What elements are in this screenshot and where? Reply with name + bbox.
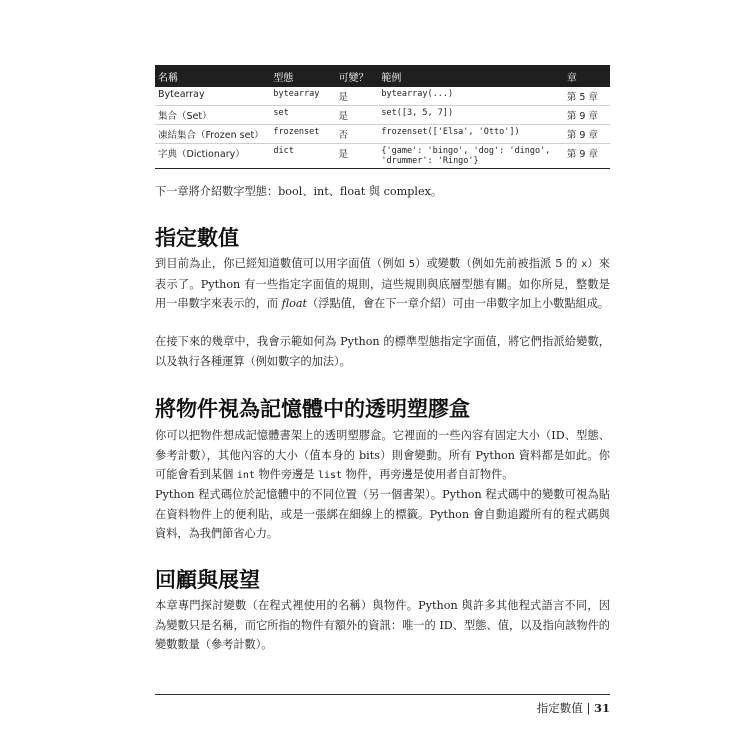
italic-term: float bbox=[281, 297, 307, 310]
page-number: 31 bbox=[593, 701, 610, 715]
cell-chapter: 第 9 章 bbox=[564, 106, 610, 125]
text-run: 你可以把物件想成記憶體書架上的透明塑膠盒。它裡面的一些內容有固定大小（ID、型態、參考計數），其他內容的大小（值本身的 bits）則會變動。所有 Python 資料都是如此。你可能會看到某個 bbox=[155, 429, 610, 481]
cell-type: dict bbox=[270, 144, 335, 169]
inline-code: 5 bbox=[408, 259, 415, 270]
text-run: 到目前為止，你已經知道數值可以用字面值（例如 bbox=[155, 257, 409, 270]
cell-example: set([3, 5, 7]) bbox=[378, 106, 563, 125]
cell-chapter: 第 9 章 bbox=[564, 125, 610, 144]
table-row bbox=[155, 125, 610, 144]
cell-chapter: 第 5 章 bbox=[564, 87, 610, 106]
cell-example bbox=[378, 144, 563, 169]
text-run: ）來表示了。Python 有一些指定字面值的規則，這些規則與底層型態有關。如你所見，整數是用一串數字來表示的，而 bbox=[155, 257, 610, 310]
inline-code: x bbox=[581, 259, 588, 270]
footer-separator: | bbox=[586, 701, 591, 715]
section-heading-review: 回顧與展望 bbox=[155, 568, 260, 592]
inline-code: list bbox=[318, 470, 343, 481]
cell-example: frozenset(['Elsa', 'Otto']) bbox=[378, 125, 563, 144]
page-footer bbox=[537, 700, 610, 716]
cell-mutable: 是 bbox=[336, 106, 379, 125]
section2-paragraph2: Python 程式碼位於記憶體中的不同位置（另一個書架）。Python 程式碼中的變數可視為貼在資料物件上的便利貼，或是一張綁在細線上的標籤。Python 會自動追蹤所有的程式碼與資料，為我們節省心力。 bbox=[155, 488, 610, 540]
cell-type: frozenset bbox=[270, 125, 335, 144]
cell-example: bytearray(...) bbox=[378, 87, 563, 106]
cell-type: bytearray bbox=[270, 87, 335, 106]
text-run: 物件旁邊是 bbox=[254, 468, 318, 481]
footer-section-title: 指定數值 bbox=[536, 701, 583, 715]
cell-example-line1: {'game': 'bingo', 'dog': 'dingo', bbox=[381, 146, 551, 156]
section3-paragraph1: 本章專門探討變數（在程式裡使用的名稱）與物件。Python 與許多其他程式語言不同，因為變數只是名稱，而它所指的物件有額外的資訊：唯一的 ID、型態、值，以及指向該物件的變數數量（參考計數）。 bbox=[155, 599, 610, 651]
col-header-type: 型態 bbox=[270, 65, 335, 87]
intro-paragraph: 下一章將介紹數字型態：bool、int、float 與 complex。 bbox=[155, 185, 443, 198]
section-heading-assign-values: 指定數值 bbox=[155, 226, 239, 250]
cell-name: 集合（Set） bbox=[155, 106, 270, 125]
col-header-name: 名稱 bbox=[155, 65, 270, 87]
cell-mutable: 是 bbox=[336, 87, 379, 106]
section2-paragraph1 bbox=[155, 426, 610, 486]
table-row bbox=[155, 106, 610, 125]
cell-chapter: 第 9 章 bbox=[564, 144, 610, 169]
table-header-row bbox=[155, 65, 610, 87]
text-run: ）或變數（例如先前被指派 5 的 bbox=[414, 257, 582, 270]
cell-name: 字典（Dictionary） bbox=[155, 144, 270, 169]
inline-code: int bbox=[236, 470, 255, 481]
col-header-chapter: 章 bbox=[564, 65, 610, 87]
col-header-example: 範例 bbox=[378, 65, 563, 87]
types-table bbox=[155, 65, 610, 169]
cell-example-line2: 'drummer': 'Ringo'} bbox=[381, 156, 479, 166]
text-run: （浮點值，會在下一章介紹）可由一串數字加上小數點組成。 bbox=[307, 297, 610, 310]
cell-name: 凍結集合（Frozen set） bbox=[155, 125, 270, 144]
col-header-mutable: 可變？ bbox=[336, 65, 379, 87]
section1-paragraph1 bbox=[155, 254, 610, 314]
text-run: 物件，再旁邊是使用者自訂物件。 bbox=[342, 468, 514, 481]
cell-mutable: 否 bbox=[336, 125, 379, 144]
section1-paragraph2: 在接下來的幾章中，我會示範如何為 Python 的標準型態指定字面值，將它們指派給變數，以及執行各種運算（例如數字的加法）。 bbox=[155, 335, 610, 368]
cell-mutable: 是 bbox=[336, 144, 379, 169]
footer-rule bbox=[155, 694, 610, 695]
table-row bbox=[155, 144, 610, 169]
cell-name: Bytearray bbox=[155, 87, 270, 106]
cell-type: set bbox=[270, 106, 335, 125]
section-heading-objects-boxes: 將物件視為記憶體中的透明塑膠盒 bbox=[155, 397, 470, 421]
table-row bbox=[155, 87, 610, 106]
